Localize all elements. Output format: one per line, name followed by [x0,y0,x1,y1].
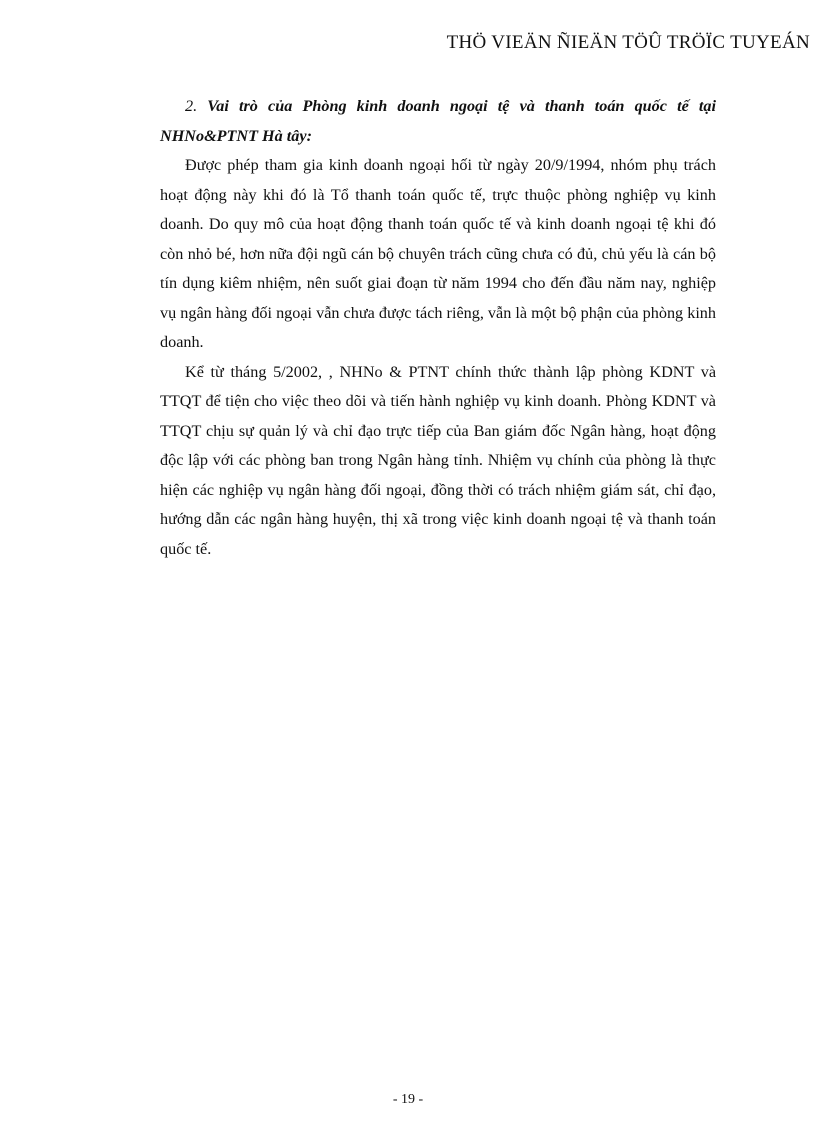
document-body [160,92,716,564]
section-number: 2. [185,97,198,115]
running-header: THÖ VIEÄN ÑIEÄN TÖÛ TRÖÏC TUYEÁN [446,32,810,53]
section-heading [160,92,716,151]
page-number: - 19 - [392,1092,424,1107]
section-title: Vai trò của Phòng kinh doanh ngoại tệ và thanh toán quốc tế tại NHNo&PTNT Hà tây: [160,97,716,145]
paragraph: Được phép tham gia kinh doanh ngoại hối từ ngày 20/9/1994, nhóm phụ trách hoạt động này khi đó là Tổ thanh toán quốc tế, trực thuộc phòng nghiệp vụ kinh doanh. Do quy mô của hoạt động thanh toán quốc tế và kinh doanh ngoại tệ khi đó còn nhỏ bé, hơn nữa đội ngũ cán bộ chuyên trách cũng chưa có đủ, chủ yếu là cán bộ tín dụng kiêm nhiệm, nên suốt giai đoạn từ năm 1994 cho đến đầu năm nay, nghiệp vụ ngân hàng đối ngoại vẫn chưa được tách riêng, vẫn là một bộ phận của phòng kinh doanh. [160,156,716,351]
paragraph: Kể từ tháng 5/2002, , NHNo & PTNT chính thức thành lập phòng KDNT và TTQT để tiện cho việc theo dõi và tiến hành nghiệp vụ kinh doanh. Phòng KDNT và TTQT chịu sự quản lý và chỉ đạo trực tiếp của Ban giám đốc Ngân hàng, hoạt động độc lập với các phòng ban trong Ngân hàng tỉnh. Nhiệm vụ chính của phòng là thực hiện các nghiệp vụ ngân hàng đối ngoại, đồng thời có trách nhiệm giám sát, chỉ đạo, hướng dẫn các ngân hàng huyện, thị xã trong việc kinh doanh ngoại tệ và thanh toán quốc tế. [160,362,716,558]
